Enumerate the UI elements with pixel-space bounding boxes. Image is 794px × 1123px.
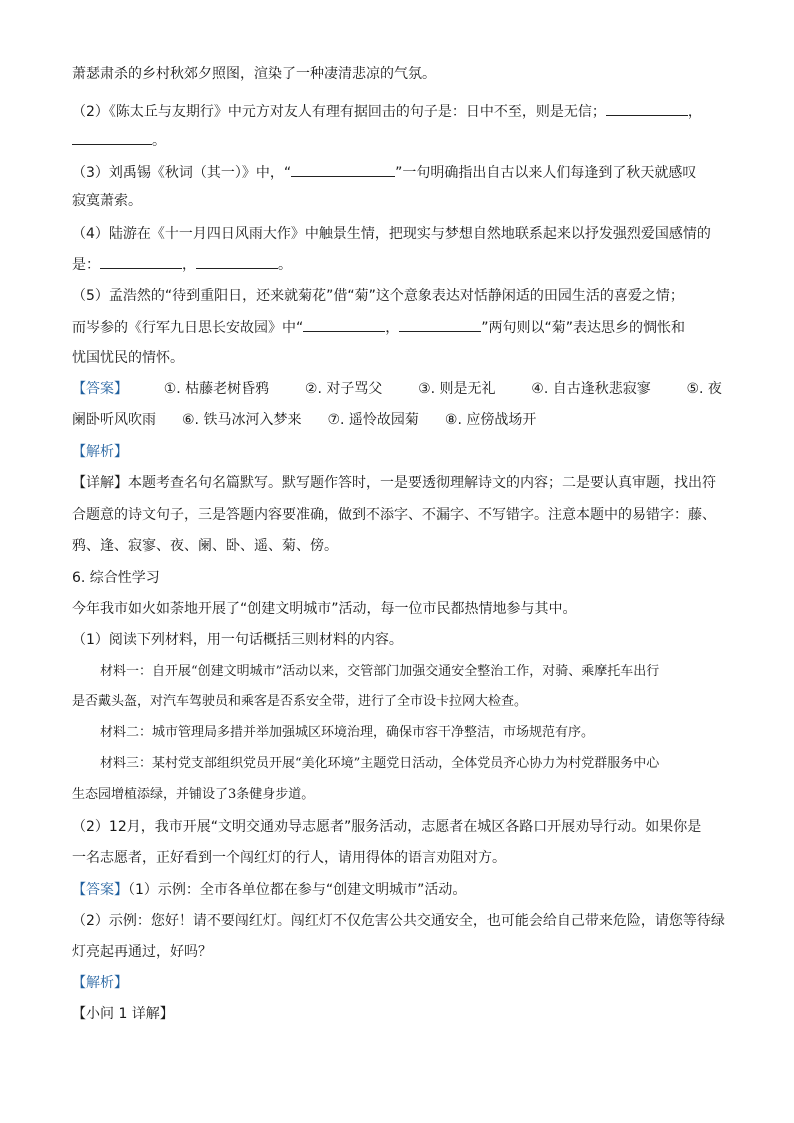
question-6-part-2-cont: 一名志愿者，正好看到一个闯红灯的行人，请用得体的语言劝阻对方。: [72, 850, 506, 866]
answer-item: ⑧. 应傍战场开: [444, 412, 537, 428]
punct: ，: [385, 320, 400, 336]
answer-blank: [72, 130, 152, 145]
question-3-text-b: ”一句明确指出自古以来人们每逢到了秋天就感叹: [395, 165, 697, 181]
answer-item: ⑦. 遥怜故园菊: [327, 412, 419, 428]
answer-label: 【答案】: [72, 381, 128, 397]
punct: ，: [687, 104, 702, 120]
answer-blank: [399, 317, 481, 332]
detail-line: 【详解】本题考查名句名篇默写。默写题作答时，一是要透彻理解诗文的内容；二是要认真审题，找出符: [72, 475, 716, 491]
text-line: 寂寞萧索。: [72, 193, 142, 209]
material-2-line: 材料二：城市管理局多措并举加强城区环境治理，确保市容干净整洁，市场规范有序。: [100, 725, 595, 740]
text-line: 萧瑟肃杀的乡村秋郊夕照图，渲染了一种凄清悲凉的气氛。: [72, 66, 436, 82]
answer-6-line-1: [72, 880, 466, 900]
question-2-line: [72, 101, 702, 122]
answer-item: ⑥. 铁马冰河入梦来: [182, 412, 302, 428]
answer-item: ④. 自古逢秋悲寂寥: [531, 381, 651, 397]
material-1-line-cont: 是否戴头盔，对汽车驾驶员和乘客是否系安全带，进行了全市设卡拉网大检查。: [72, 694, 528, 709]
punct: 。: [278, 257, 292, 273]
answer-row-1: [72, 379, 722, 399]
text: 是：: [72, 257, 100, 273]
question-6-part-1: （1）阅读下列材料，用一句话概括三则材料的内容。: [72, 632, 403, 648]
question-4-line-cont: [72, 254, 292, 275]
answer-label: 【答案】: [72, 882, 128, 898]
question-6-part-2: （2）12月，我市开展“文明交通劝导志愿者”服务活动，志愿者在城区各路口开展劝导行动。如果你是: [72, 819, 702, 835]
analysis-label: 【解析】: [72, 975, 128, 991]
text-line: 忧国忧民的情怀。: [72, 350, 184, 366]
answer-blank: [291, 162, 395, 177]
analysis-label: 【解析】: [72, 444, 128, 460]
material-3-line: 材料三：某村党支部组织党员开展“美化环境”主题党日活动，全体党员齐心协力为村党群服务中心: [100, 756, 660, 771]
question-3-line: [72, 162, 696, 183]
answer-6-line-2-cont: 灯亮起再通过，好吗？: [72, 944, 212, 960]
answer-item: 阑卧听风吹雨: [72, 412, 156, 428]
answer-blank: [303, 317, 385, 332]
material-3-line-cont: 生态园增植添绿，并铺设了3条健身步道。: [72, 787, 315, 802]
punct: ，: [182, 257, 196, 273]
answer-item: ②. 对子骂父: [304, 381, 383, 397]
text: 而岑参的《行军九日思长安故园》中“: [72, 320, 304, 336]
answer-blank: [606, 101, 688, 116]
answer-item: ⑤. 夜: [686, 381, 722, 397]
text: ”两句则以“菊”表达思乡的惆怅和: [481, 320, 686, 336]
question-2-text: （2）《陈太丘与友期行》中元方对友人有理有据回击的句子是：日中不至，则是无信；: [72, 104, 606, 120]
material-1-line: 材料一：自开展“创建文明城市”活动以来，交管部门加强交通安全整治工作，对骑、乘摩托车出行: [100, 664, 660, 679]
answer-blank: [100, 254, 182, 269]
answer-row-2: [72, 410, 536, 430]
question-4-line: （4）陆游在《十一月四日风雨大作》中触景生情，把现实与梦想自然地联系起来以抒发强烈爱国感情的: [72, 226, 711, 242]
detail-line: 合题意的诗文句子，三是答题内容要准确，做到不添字、不漏字、不写错字。注意本题中的易错字：藤、: [72, 507, 716, 523]
detail-line: 鸦、逢、寂寥、夜、阑、卧、遥、菊、傍。: [72, 538, 338, 554]
answer-blank: [196, 254, 278, 269]
question-3-text-a: （3）刘禹锡《秋词（其一）》中，“: [72, 165, 292, 181]
answer-6-line-2: （2）示例：您好！请不要闯红灯。闯红灯不仅危害公共交通安全，也可能会给自己带来危险，请您等待绿: [72, 913, 725, 929]
answer-text: （1）示例：全市各单位都在参与“创建文明城市”活动。: [128, 882, 467, 898]
question-5-line: （5）孟浩然的“待到重阳日，还来就菊花”借“菊”这个意象表达对恬静闲适的田园生活的喜爱之情；: [72, 288, 684, 304]
answer-item: ③. 则是无礼: [418, 381, 496, 397]
sub-question-heading: 【小问 1 详解】: [72, 1006, 174, 1022]
punct: 。: [152, 133, 166, 149]
question-6-title: 6. 综合性学习: [72, 570, 160, 586]
question-2-line-cont: [72, 130, 166, 151]
question-6-intro: 今年我市如火如荼地开展了“创建文明城市”活动，每一位市民都热情地参与其中。: [72, 601, 577, 617]
question-5-line-cont: [72, 317, 685, 338]
answer-item: ①. 枯藤老树昏鸦: [163, 381, 270, 397]
